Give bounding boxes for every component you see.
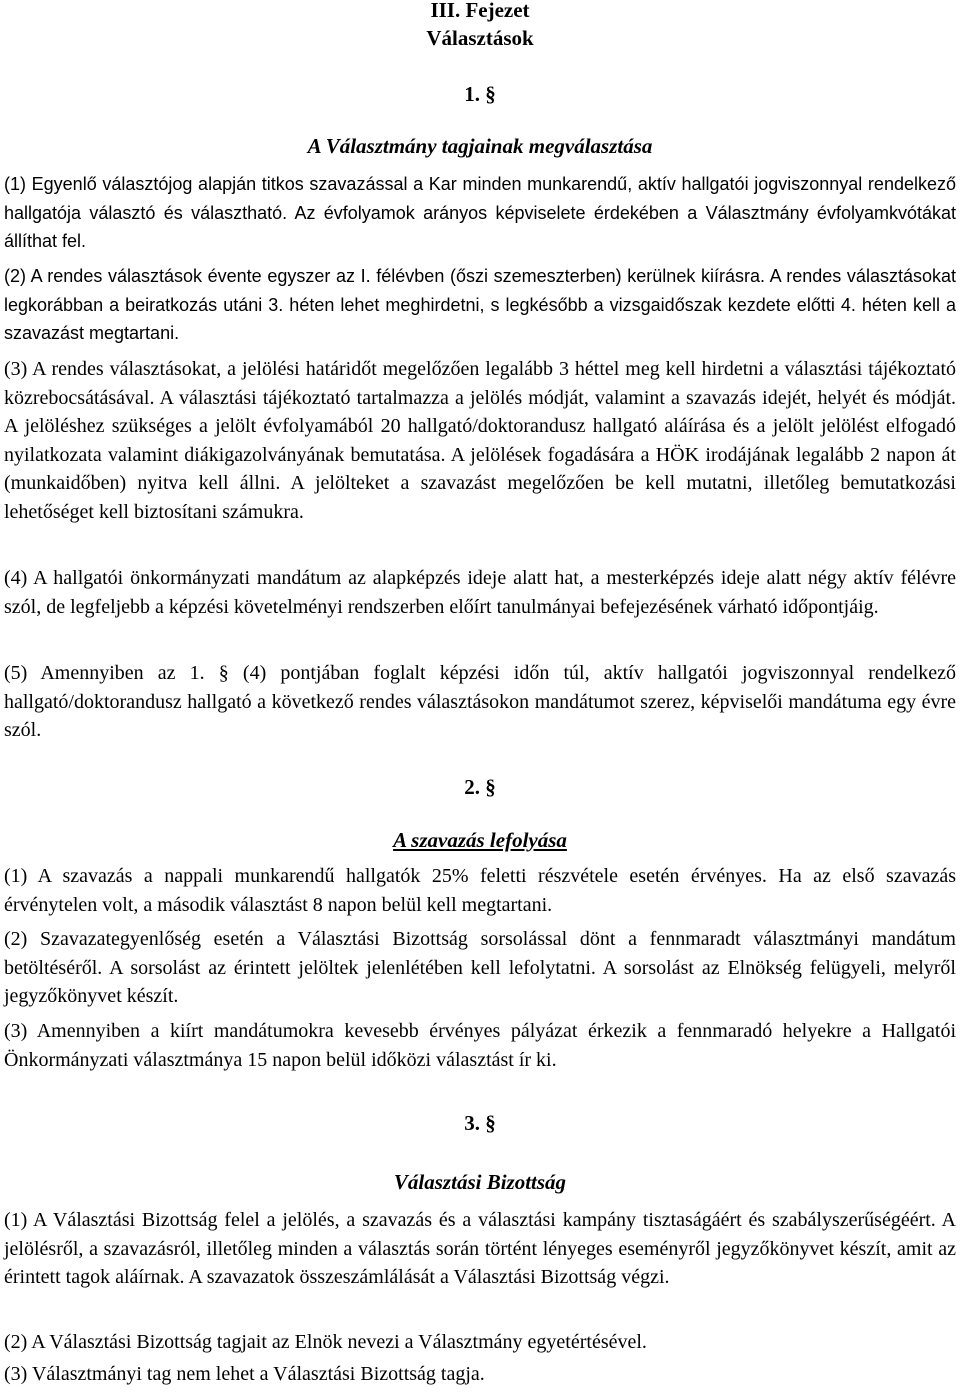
section-1-paragraph-5: (5) Amennyiben az 1. § (4) pontjában foglalt képzési időn túl, aktív hallgatói jogviszonnyal rendelkező hallgató/doktorandusz hallgató a következő rendes választásokon mandátumot szerez, képviselői mandátuma egy évre szól. — [4, 662, 956, 741]
section-2-paragraph-1: (1) A szavazás a nappali munkarendű hallgatók 25% feletti részvétele esetén érvényes. Ha az első szavazás érvénytelen volt, a második választást 8 napon belül kell megtartani. — [4, 865, 956, 916]
section-1-paragraph-2: (2) A rendes választások évente egyszer az I. félévben (őszi szemeszterben) kerülnek kiírásra. A rendes választásokat legkorábban a beiratkozás utáni 3. héten lehet meghirdetni, s legkésőbb a vizsgaidőszak kezdete előtti 4. héten kell a szavazást megtartani. — [4, 266, 956, 343]
chapter-label: III. Fejezet — [430, 0, 530, 22]
section-1-paragraph-3: (3) A rendes választásokat, a jelölési határidőt megelőzően legalább 3 héttel meg kell hirdetni a választási tájékoztató közrebocsátásával. A választási tájékoztató tartalmazza a jelölés módját, valamint a szavazás idejét, helyét és módját. A jelöléshez szükséges a jelölt évfolyamából 20 hallgató/doktorandusz hallgató aláírása és a jelölt jelölést elfogadó nyilatkozata valamint diákigazolványának bemutatása. A jelölések fogadására a HÖK irodájának legalább 2 napon át (munkaidőben) nyitva kell állni. A jelölteket a szavazást megelőzően be kell mutatni, illetőleg bemutatkozási lehetőséget kell biztosítani számukra. — [4, 358, 956, 523]
section-2-number: 2. § — [464, 775, 496, 799]
section-3-paragraph-3: (3) Választmányi tag nem lehet a Választási Bizottság tagja. — [4, 1363, 485, 1385]
section-1-paragraph-1: (1) Egyenlő választójog alapján titkos szavazással a Kar minden munkarendű, aktív hallgatói jogviszonnyal rendelkező hallgatója választó és választható. Az évfolyamok arányos képviselete érdekében a Választmány évfolyamkvótákat állíthat fel. — [4, 174, 956, 251]
section-3-number: 3. § — [464, 1111, 496, 1135]
section-3-paragraph-2: (2) A Választási Bizottság tagjait az Elnök nevezi a Választmány egyetértésével. — [4, 1331, 647, 1353]
section-3-title: Választási Bizottság — [393, 1170, 567, 1194]
section-2-title: A szavazás lefolyása — [393, 828, 567, 852]
section-1-title: A Választmány tagjainak megválasztása — [307, 134, 653, 158]
section-1-number: 1. § — [464, 82, 496, 106]
section-2-paragraph-3: (3) Amennyiben a kiírt mandátumokra kevesebb érvényes pályázat érkezik a fennmaradó helyekre a Hallgatói Önkormányzati választmánya 15 napon belül időközi választást ír ki. — [4, 1020, 956, 1071]
section-2-paragraph-2: (2) Szavazategyenlőség esetén a Választási Bizottság sorsolással dönt a fennmaradt választmányi mandátum betöltéséről. A sorsolást az érintett jelöltek jelenlétében kell lefolytatni. A sorsolást az Elnökség felügyeli, melyről jegyzőkönyvet készít. — [4, 928, 956, 1007]
chapter-title: Választások — [426, 26, 534, 50]
section-3-paragraph-1: (1) A Választási Bizottság felel a jelölés, a szavazás és a választási kampány tisztaságáért és szabályszerűségéért. A jelölésről, a szavazásról, illetőleg minden a választás során történt lényeges eseményről jegyzőkönyvet készít, amit az érintett tagok aláírnak. A szavazatok összeszámlálását a Választási Bizottság végzi. — [4, 1209, 956, 1288]
section-1-paragraph-4: (4) A hallgatói önkormányzati mandátum az alapképzés ideje alatt hat, a mesterképzés ideje alatt négy aktív félévre szól, de legfeljebb a képzési követelményi rendszerben előírt tanulmányai befejezésének várható időpontjáig. — [4, 567, 956, 618]
